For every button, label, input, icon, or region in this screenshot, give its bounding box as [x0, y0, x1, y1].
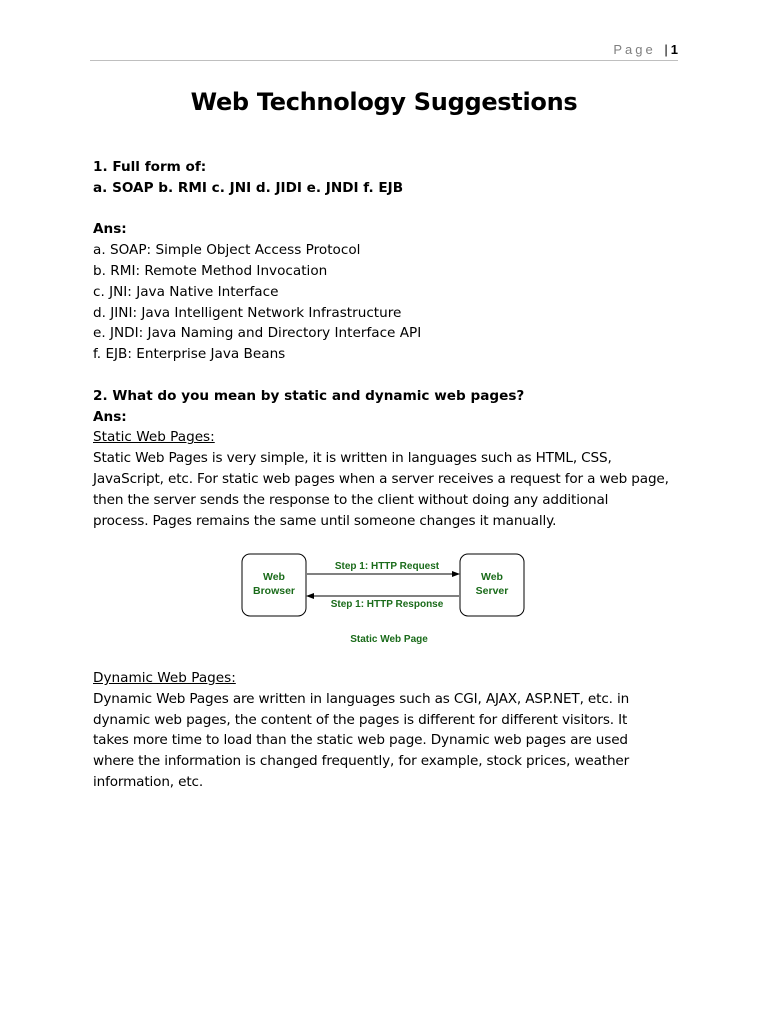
dynamic-section: [93, 668, 683, 793]
dynamic-line: Dynamic Web Pages are written in languages such as CGI, AJAX, ASP.NET, etc. in: [93, 690, 630, 707]
dynamic-line: takes more time to load than the static web page. Dynamic web pages are used: [93, 732, 628, 749]
q1-question: 1. Full form of:: [93, 159, 207, 175]
q1-options: a. SOAP b. RMI c. JNI d. JIDI e. JNDI f. EJB: [93, 179, 404, 196]
web-server-label: Server: [475, 585, 509, 597]
q1-ans-label: Ans:: [93, 221, 127, 238]
page-number-label: [613, 42, 678, 57]
request-label: Step 1: HTTP Request: [334, 561, 440, 572]
q2-ans-label: Ans:: [93, 408, 127, 425]
q1-answer: a. SOAP: Simple Object Access Protocol: [93, 242, 361, 259]
q1-answer: c. JNI: Java Native Interface: [93, 283, 279, 300]
static-line: JavaScript, etc. For static web pages when a server receives a request for a web page,: [93, 470, 669, 487]
web-browser-label: Web: [263, 571, 285, 583]
static-line: process. Pages remains the same until someone changes it manually.: [93, 512, 557, 529]
spacer: [93, 365, 683, 386]
static-web-page-diagram: [238, 550, 530, 650]
q2-question: 2. What do you mean by static and dynamic web pages?: [93, 387, 525, 404]
response-label: Step 1: HTTP Response: [330, 599, 444, 610]
q1-answer: b. RMI: Remote Method Invocation: [93, 262, 328, 279]
diagram-caption: Static Web Page: [350, 634, 428, 645]
page-word: Page: [613, 42, 656, 57]
dynamic-heading: Dynamic Web Pages:: [93, 670, 236, 686]
q1-answer: e. JNDI: Java Naming and Directory Interface API: [93, 325, 422, 342]
document-body: [93, 157, 683, 531]
dynamic-line: information, etc.: [93, 773, 204, 790]
document-title: Web Technology Suggestions: [190, 88, 578, 116]
static-line: Static Web Pages is very simple, it is written in languages such as HTML, CSS,: [93, 450, 612, 467]
dynamic-line: dynamic web pages, the content of the pages is different for different visitors. It: [93, 711, 628, 728]
q1-answer: f. EJB: Enterprise Java Beans: [93, 346, 286, 363]
page-header: [90, 42, 678, 61]
q1-answer: d. JINI: Java Intelligent Network Infrastructure: [93, 304, 402, 321]
web-server-label: Web: [481, 571, 503, 583]
page-separator: |: [664, 42, 668, 57]
page-number: 1: [670, 42, 678, 57]
static-line: then the server sends the response to the client without doing any additional: [93, 491, 609, 508]
web-browser-label: Browser: [252, 585, 296, 597]
spacer: [93, 199, 683, 220]
static-heading: Static Web Pages:: [93, 429, 215, 446]
dynamic-line: where the information is changed frequently, for example, stock prices, weather: [93, 753, 630, 770]
